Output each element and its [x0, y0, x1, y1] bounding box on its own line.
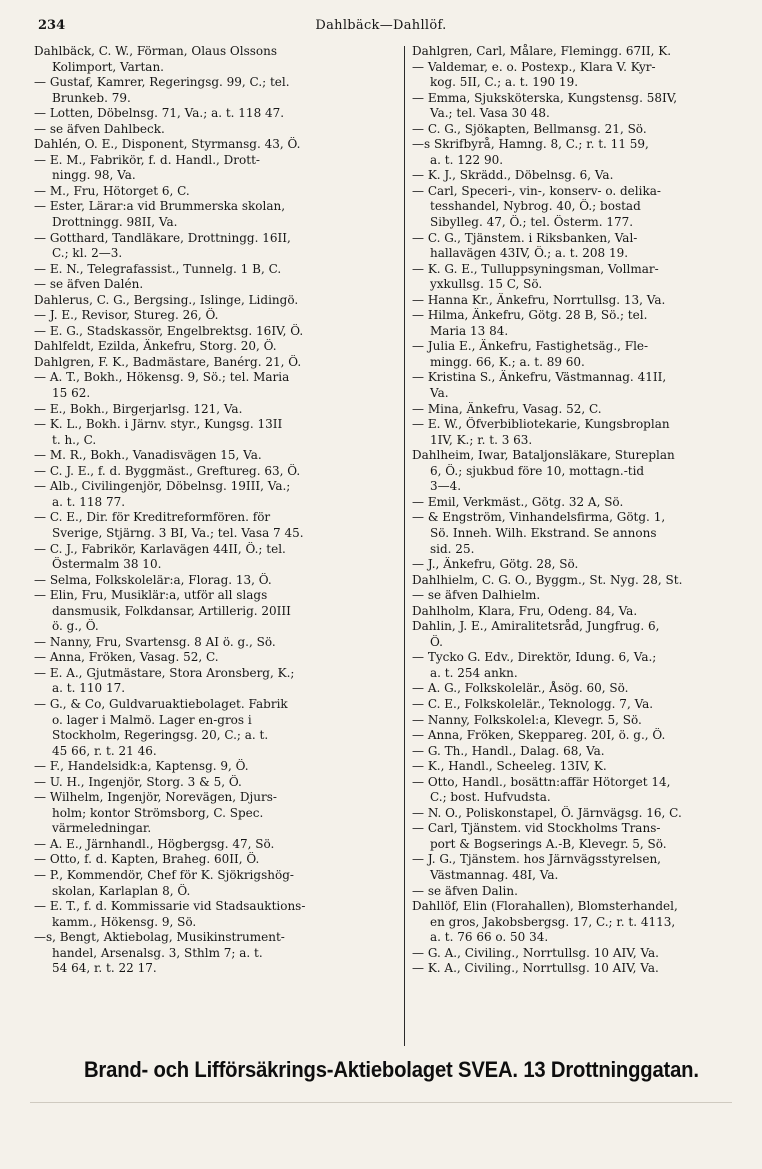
directory-entry-line: — E. T., f. d. Kommissarie vid Stadsauktions- — [34, 899, 306, 914]
directory-entry-line: Dahlerus, C. G., Bergsing., Islinge, Lidingö. — [34, 292, 299, 307]
entry-continuation-line: 6, Ö.; sjukbud före 10, mottagn.-tid — [430, 463, 645, 478]
entry-continuation-line: Sö. Inneh. Wilh. Ekstrand. Se annons — [430, 525, 657, 540]
entry-continuation-line: tesshandel, Nybrog. 40, Ö.; bostad — [430, 199, 641, 214]
directory-entry-line: — K. G. E., Tulluppsyningsman, Vollmar- — [412, 261, 659, 276]
directory-entry-line: — C. J. E., f. d. Byggmäst., Greftureg. 63, Ö. — [34, 463, 301, 478]
entry-continuation-line: kamm., Hökensg. 9, Sö. — [52, 914, 197, 929]
directory-entry-line: — K. L., Bokh. i Järnv. styr., Kungsg. 13II — [34, 417, 283, 432]
directory-entry-line: — A. G., Folkskolelär., Åsög. 60, Sö. — [412, 681, 629, 696]
entry-continuation-line: sid. 25. — [430, 541, 475, 556]
entry-continuation-line: Drottningg. 98II, Va. — [52, 215, 178, 230]
directory-entry-line: — U. H., Ingenjör, Storg. 3 & 5, Ö. — [34, 774, 242, 789]
directory-entry-line: — Alb., Civilingenjör, Döbelnsg. 19III, Va.; — [34, 479, 291, 494]
directory-entry-line: — G., & Co, Guldvaruaktiebolaget. Fabrik — [34, 696, 288, 711]
entry-continuation-line: holm; kontor Strömsborg, C. Spec. — [52, 805, 264, 820]
directory-entry-line: — E. W., Öfverbibliotekarie, Kungsbroplan — [412, 417, 670, 432]
directory-entry-line: — K. J., Skrädd., Döbelnsg. 6, Va. — [412, 168, 614, 183]
directory-entry-line: — J., Änkefru, Götg. 28, Sö. — [412, 557, 579, 572]
entry-continuation-line: Va. — [430, 386, 449, 401]
directory-entry-line: Dahlholm, Klara, Fru, Odeng. 84, Va. — [412, 603, 638, 618]
directory-entry-line: — Hanna Kr., Änkefru, Norrtullsg. 13, Va. — [412, 292, 666, 307]
entry-continuation-line: Sverige, Stjärng. 3 BI, Va.; tel. Vasa 7 45. — [52, 525, 304, 540]
directory-entry-line: Dahlhielm, C. G. O., Byggm., St. Nyg. 28, St. — [412, 572, 683, 587]
directory-entry-line: — Otto, f. d. Kapten, Braheg. 60II, Ö. — [34, 852, 260, 867]
directory-entry-line: — Hilma, Änkefru, Götg. 28 B, Sö.; tel. — [412, 308, 648, 323]
entry-continuation-line: dansmusik, Folkdansar, Artillerig. 20III — [52, 603, 291, 618]
entry-continuation-line: C.; kl. 2—3. — [52, 246, 123, 261]
directory-entry-line: — F., Handelsidk:a, Kaptensg. 9, Ö. — [34, 759, 249, 774]
entry-continuation-line: Stockholm, Regeringsg. 20, C.; a. t. — [52, 728, 269, 743]
directory-entry-line: — M. R., Bokh., Vanadisvägen 15, Va. — [34, 448, 262, 463]
directory-entry-line: — se äfven Dalhielm. — [412, 588, 541, 603]
directory-entry-line: — Carl, Speceri-, vin-, konserv- o. delika- — [412, 183, 661, 198]
directory-entry-line: — J. E., Revisor, Stureg. 26, Ö. — [34, 308, 219, 323]
directory-entry-line: —s Skrifbyrå, Hamng. 8, C.; r. t. 11 59, — [412, 137, 649, 152]
directory-entry-line: — K. A., Civiling., Norrtullsg. 10 AIV, Va. — [412, 961, 659, 976]
entry-continuation-line: ningg. 98, Va. — [52, 168, 136, 183]
entry-continuation-line: Östermalm 38 10. — [52, 557, 162, 572]
directory-entry-line: — Kristina S., Änkefru, Västmannag. 41II, — [412, 370, 667, 385]
directory-entry-line: — A. E., Järnhandl., Högbergsg. 47, Sö. — [34, 836, 275, 851]
entry-continuation-line: C.; bost. Hufvudsta. — [430, 790, 551, 805]
directory-entry-line: Dahlin, J. E., Amiralitetsråd, Jungfrug. 6, — [412, 619, 660, 634]
advertisement-banner: Brand- och Lifförsäkrings-Aktiebolaget SVEA. 13 Drottninggatan. — [84, 1057, 699, 1082]
entry-continuation-line: Ö. — [430, 634, 443, 649]
directory-entry-line: — E. N., Telegrafassist., Tunnelg. 1 B, C. — [34, 261, 282, 276]
entry-continuation-line: o. lager i Malmö. Lager en-gros i — [52, 712, 252, 727]
entry-continuation-line: Maria 13 84. — [430, 323, 509, 338]
directory-entry-line: — Emma, Sjuksköterska, Kungstensg. 58IV, — [412, 90, 678, 105]
directory-entry-line: — E. G., Stadskassör, Engelbrektsg. 16IV, Ö. — [34, 323, 304, 338]
directory-entry-line: — Wilhelm, Ingenjör, Norevägen, Djurs- — [34, 790, 277, 805]
directory-entry-line: — Lotten, Döbelnsg. 71, Va.; a. t. 118 47. — [34, 106, 285, 121]
left-column — [34, 44, 398, 977]
directory-entry-line: Dahlgren, Carl, Målare, Flemingg. 67II, K. — [412, 44, 672, 58]
directory-entry-line: Dahllöf, Elin (Florahallen), Blomsterhandel, — [412, 899, 678, 914]
directory-entry-line: — E. M., Fabrikör, f. d. Handl., Drott- — [34, 152, 260, 167]
directory-entry-line: Dahlbäck, C. W., Förman, Olaus Olssons — [34, 44, 278, 58]
entry-continuation-line: mingg. 66, K.; a. t. 89 60. — [430, 354, 585, 369]
directory-entry-line: —s, Bengt, Aktiebolag, Musikinstrument- — [34, 930, 285, 945]
directory-entry-line: — C. G., Tjänstem. i Riksbanken, Val- — [412, 230, 638, 245]
entry-continuation-line: Sibylleg. 47, Ö.; tel. Österm. 177. — [430, 215, 634, 230]
entry-continuation-line: a. t. 254 ankn. — [430, 665, 518, 680]
entry-continuation-line: a. t. 122 90. — [430, 152, 504, 167]
entry-continuation-line: Västmannag. 48I, Va. — [430, 867, 559, 882]
directory-entry-line: — Selma, Folkskolelär:a, Florag. 13, Ö. — [34, 572, 272, 587]
entry-continuation-line: Brunkeb. 79. — [52, 90, 131, 105]
entry-continuation-line: hallavägen 43IV, Ö.; a. t. 208 19. — [430, 246, 629, 261]
directory-entry-line: — Emil, Verkmäst., Götg. 32 A, Sö. — [412, 494, 624, 509]
entry-continuation-line: a. t. 110 17. — [52, 681, 126, 696]
directory-entry-line: — Gustaf, Kamrer, Regeringsg. 99, C.; tel. — [34, 75, 290, 90]
entry-continuation-line: port & Bogserings A.-B, Klevegr. 5, Sö. — [430, 836, 667, 851]
directory-entry-line: — Julia E., Änkefru, Fastighetsäg., Fle- — [412, 339, 649, 354]
directory-entry-line: Dahlheim, Iwar, Bataljonsläkare, Stureplan — [412, 448, 675, 463]
directory-entry-line: — Ester, Lärar:a vid Brummerska skolan, — [34, 199, 286, 214]
directory-entry-line: — se äfven Dalén. — [34, 277, 144, 292]
entry-continuation-line: a. t. 76 66 o. 50 34. — [430, 930, 549, 945]
entry-continuation-line: 15 62. — [52, 386, 91, 401]
directory-entry-line: — M., Fru, Hötorget 6, C. — [34, 183, 190, 198]
running-head: Dahlbäck—Dahllöf. — [315, 18, 447, 33]
directory-entry-line: — C. G., Sjökapten, Bellmansg. 21, Sö. — [412, 121, 647, 136]
directory-entry-line: — Gotthard, Tandläkare, Drottningg. 16II, — [34, 230, 291, 245]
entry-continuation-line: 54 64, r. t. 22 17. — [52, 961, 157, 976]
directory-entry-line: — A. T., Bokh., Hökensg. 9, Sö.; tel. Maria — [34, 370, 290, 385]
directory-entry-line: — C. J., Fabrikör, Karlavägen 44II, Ö.; tel. — [34, 541, 286, 556]
entry-continuation-line: Va.; tel. Vasa 30 48. — [430, 106, 550, 121]
entry-continuation-line: Kolimport, Vartan. — [52, 59, 164, 74]
directory-entry-line: — Anna, Fröken, Vasag. 52, C. — [34, 650, 219, 665]
directory-entry-line: — Anna, Fröken, Skeppareg. 20I, ö. g., Ö. — [412, 728, 666, 743]
entry-continuation-line: värmeledningar. — [52, 821, 152, 836]
directory-entry-line: — Tycko G. Edv., Direktör, Idung. 6, Va.; — [412, 650, 657, 665]
entry-continuation-line: 45 66, r. t. 21 46. — [52, 743, 157, 758]
directory-entry-line: — Valdemar, e. o. Postexp., Klara V. Kyr- — [412, 59, 656, 74]
directory-entry-line: — E. A., Gjutmästare, Stora Aronsberg, K.; — [34, 665, 295, 680]
entry-continuation-line: 1IV, K.; r. t. 3 63. — [430, 432, 533, 447]
directory-entry-line: Dahlén, O. E., Disponent, Styrmansg. 43, Ö. — [34, 137, 301, 152]
right-column — [412, 44, 744, 977]
directory-entry-line: — se äfven Dalin. — [412, 883, 518, 898]
entry-continuation-line: skolan, Karlaplan 8, Ö. — [52, 883, 191, 898]
entry-continuation-line: ö. g., Ö. — [52, 619, 99, 634]
directory-entry-line: — J. G., Tjänstem. hos Järnvägsstyrelsen, — [412, 852, 661, 867]
directory-entry-line: — G. A., Civiling., Norrtullsg. 10 AIV, Va. — [412, 945, 659, 960]
directory-entry-line: — se äfven Dahlbeck. — [34, 121, 165, 136]
directory-entry-line: Dahlfeldt, Ezilda, Änkefru, Storg. 20, Ö. — [34, 339, 277, 354]
directory-entry-line: — Nanny, Fru, Svartensg. 8 AI ö. g., Sö. — [34, 634, 276, 649]
column-divider — [404, 46, 405, 1046]
directory-entry-line: — Carl, Tjänstem. vid Stockholms Trans- — [412, 821, 661, 836]
directory-entry-line: — C. E., Folkskolelär., Teknologg. 7, Va. — [412, 696, 654, 711]
directory-entry-line: Dahlgren, F. K., Badmästare, Banérg. 21, Ö. — [34, 354, 302, 369]
entry-continuation-line: 3—4. — [430, 479, 462, 494]
directory-entry-line: — E., Bokh., Birgerjarlsg. 121, Va. — [34, 401, 243, 416]
entry-continuation-line: yxkullsg. 15 C, Sö. — [430, 277, 543, 292]
directory-entry-line: — Nanny, Folkskolel:a, Klevegr. 5, Sö. — [412, 712, 642, 727]
directory-entry-line: — Otto, Handl., bosättn:affär Hötorget 14, — [412, 774, 671, 789]
bottom-divider — [30, 1102, 732, 1103]
directory-entry-line: — P., Kommendör, Chef för K. Sjökrigshög- — [34, 867, 294, 882]
directory-entry-line: — G. Th., Handl., Dalag. 68, Va. — [412, 743, 605, 758]
directory-entry-line: — Mina, Änkefru, Vasag. 52, C. — [412, 401, 602, 416]
directory-entry-line: — N. O., Poliskonstapel, Ö. Järnvägsg. 16, C. — [412, 805, 682, 820]
page-number: 234 — [38, 18, 66, 33]
entry-continuation-line: handel, Arsenalsg. 3, Sthlm 7; a. t. — [52, 945, 263, 960]
directory-entry-line: — C. E., Dir. för Kreditreformfören. för — [34, 510, 271, 525]
directory-entry-line: — Elin, Fru, Musiklär:a, utför all slags — [34, 588, 268, 603]
entry-continuation-line: kog. 5II, C.; a. t. 190 19. — [430, 75, 579, 90]
directory-entry-line: — & Engström, Vinhandelsfirma, Götg. 1, — [412, 510, 666, 525]
entry-continuation-line: en gros, Jakobsbergsg. 17, C.; r. t. 4113, — [430, 914, 676, 929]
directory-entry-line: — K., Handl., Scheeleg. 13IV, K. — [412, 759, 607, 774]
entry-continuation-line: a. t. 118 77. — [52, 494, 126, 509]
entry-continuation-line: t. h., C. — [52, 432, 97, 447]
